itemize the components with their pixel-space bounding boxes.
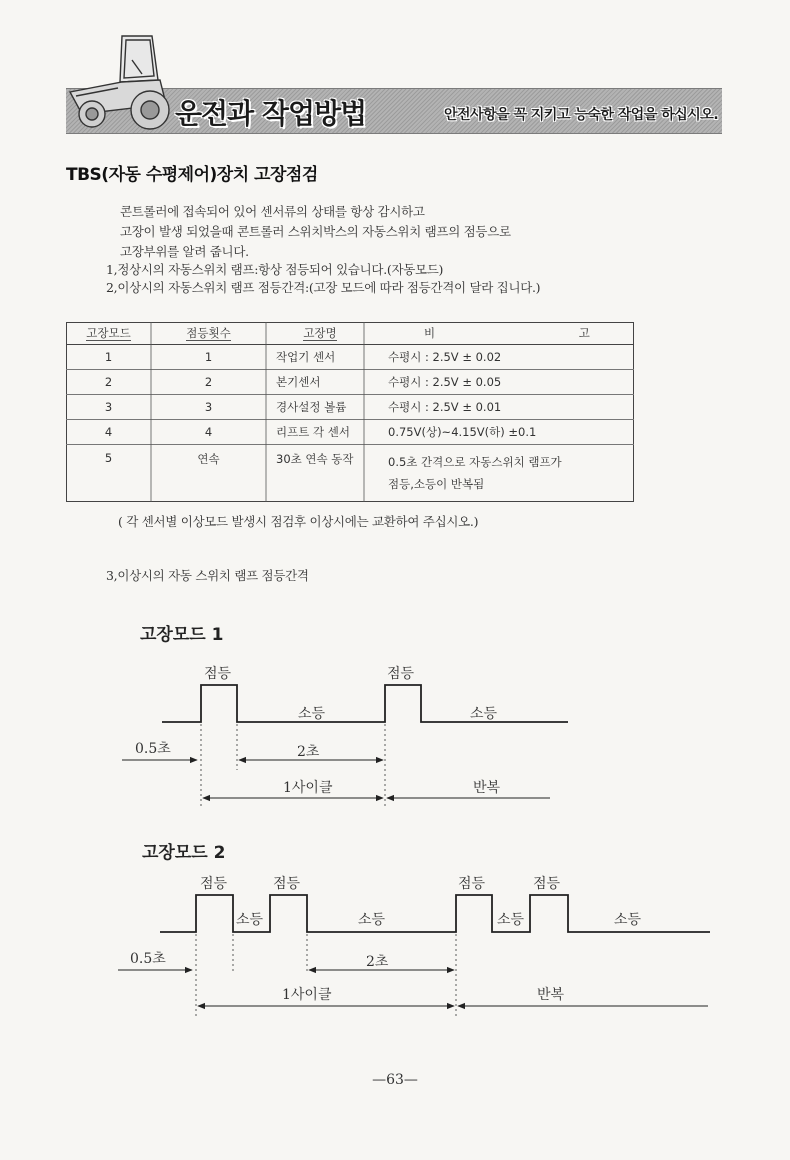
header-mode: 고장모드	[86, 326, 131, 340]
label-half-sec: 0.5초	[135, 741, 171, 757]
banner-title: 운전과 작업방법	[175, 97, 367, 130]
label-cycle: 1사이클	[283, 780, 333, 796]
cell-name: 리프트 각 센서	[266, 420, 374, 445]
label-off: 소등	[298, 706, 326, 722]
cell-note: 0.75V(상)~4.15V(하) ±0.1	[374, 420, 634, 445]
diagram2-timing-chart	[0, 866, 790, 1026]
cell-name: 작업기 센서	[266, 345, 374, 370]
label-repeat: 반복	[473, 780, 501, 796]
label-off: 소등	[614, 912, 642, 928]
tractor-illustration	[62, 30, 174, 134]
label-off: 소등	[470, 706, 498, 722]
cell-count: 연속	[197, 452, 220, 466]
cell-mode: 2	[66, 370, 151, 395]
cell-count: 3	[151, 395, 266, 420]
cell-name: 경사설정 볼륨	[266, 395, 374, 420]
cell-mode: 3	[66, 395, 151, 420]
cell-count: 1	[151, 345, 266, 370]
cell-note-line: 0.5초 간격으로 자동스위치 램프가	[388, 455, 562, 469]
header-note-2: 고	[578, 326, 590, 340]
header-note-1: 비	[424, 326, 436, 340]
cell-count: 2	[151, 370, 266, 395]
table-column-lines	[66, 322, 634, 502]
cell-mode: 5	[104, 451, 113, 465]
cell-note: 수평시 : 2.5V ± 0.01	[374, 395, 634, 420]
header-count: 점등횟수	[186, 326, 231, 340]
item-2: 2,이상시의 자동스위치 램프 점등간격:(고장 모드에 따라 점등간격이 달라 집니다.)	[106, 280, 541, 295]
intro-paragraph	[120, 202, 511, 262]
label-off: 소등	[358, 912, 386, 928]
table-footnote: ( 각 센서별 이상모드 발생시 점검후 이상시에는 교환하여 주십시오.)	[118, 514, 479, 529]
header-name: 고장명	[303, 326, 337, 340]
label-off: 소등	[497, 912, 525, 928]
label-on: 점등	[204, 666, 232, 682]
intro-line: 콘트롤러에 접속되어 있어 센서류의 상태를 항상 감시하고	[120, 204, 425, 219]
intro-line: 고장부위를 알려 줍니다.	[120, 244, 249, 259]
item-1: 1,정상시의 자동스위치 램프:항상 점등되어 있습니다.(자동모드)	[106, 262, 444, 277]
signal-waveform	[162, 685, 568, 722]
label-cycle: 1사이클	[282, 987, 332, 1003]
label-on: 점등	[387, 666, 415, 682]
cell-count: 4	[151, 420, 266, 445]
cell-name: 본기센서	[266, 370, 374, 395]
diagram1-timing-chart	[0, 650, 790, 820]
cell-mode: 4	[66, 420, 151, 445]
label-on: 점등	[533, 876, 561, 892]
item-3: 3,이상시의 자동 스위치 램프 점등간격	[106, 568, 309, 583]
cell-note: 수평시 : 2.5V ± 0.02	[374, 345, 634, 370]
cell-mode: 1	[66, 345, 151, 370]
label-on: 점등	[273, 876, 301, 892]
label-on: 점등	[458, 876, 486, 892]
label-two-sec: 2초	[297, 744, 320, 760]
section-title: TBS(자동 수평제어)장치 고장점검	[66, 165, 318, 185]
diagram1-title: 고장모드 1	[140, 625, 224, 645]
intro-line: 고장이 발생 되었을때 콘트롤러 스위치박스의 자동스위치 램프의 점등으로	[120, 224, 511, 239]
cell-note: 수평시 : 2.5V ± 0.05	[374, 370, 634, 395]
cell-name: 30초 연속 동작	[276, 452, 354, 466]
label-repeat: 반복	[537, 987, 565, 1003]
page-number: —63—	[372, 1072, 418, 1088]
diagram2-title: 고장모드 2	[142, 843, 226, 863]
banner-subtitle: 안전사항을 꼭 지키고 능숙한 작업을 하십시오.	[444, 107, 719, 123]
cell-note-line: 점등,소등이 반복됨	[388, 477, 485, 491]
label-two-sec: 2초	[366, 954, 389, 970]
label-on: 점등	[200, 876, 228, 892]
label-off: 소등	[236, 912, 264, 928]
label-half-sec: 0.5초	[130, 951, 166, 967]
